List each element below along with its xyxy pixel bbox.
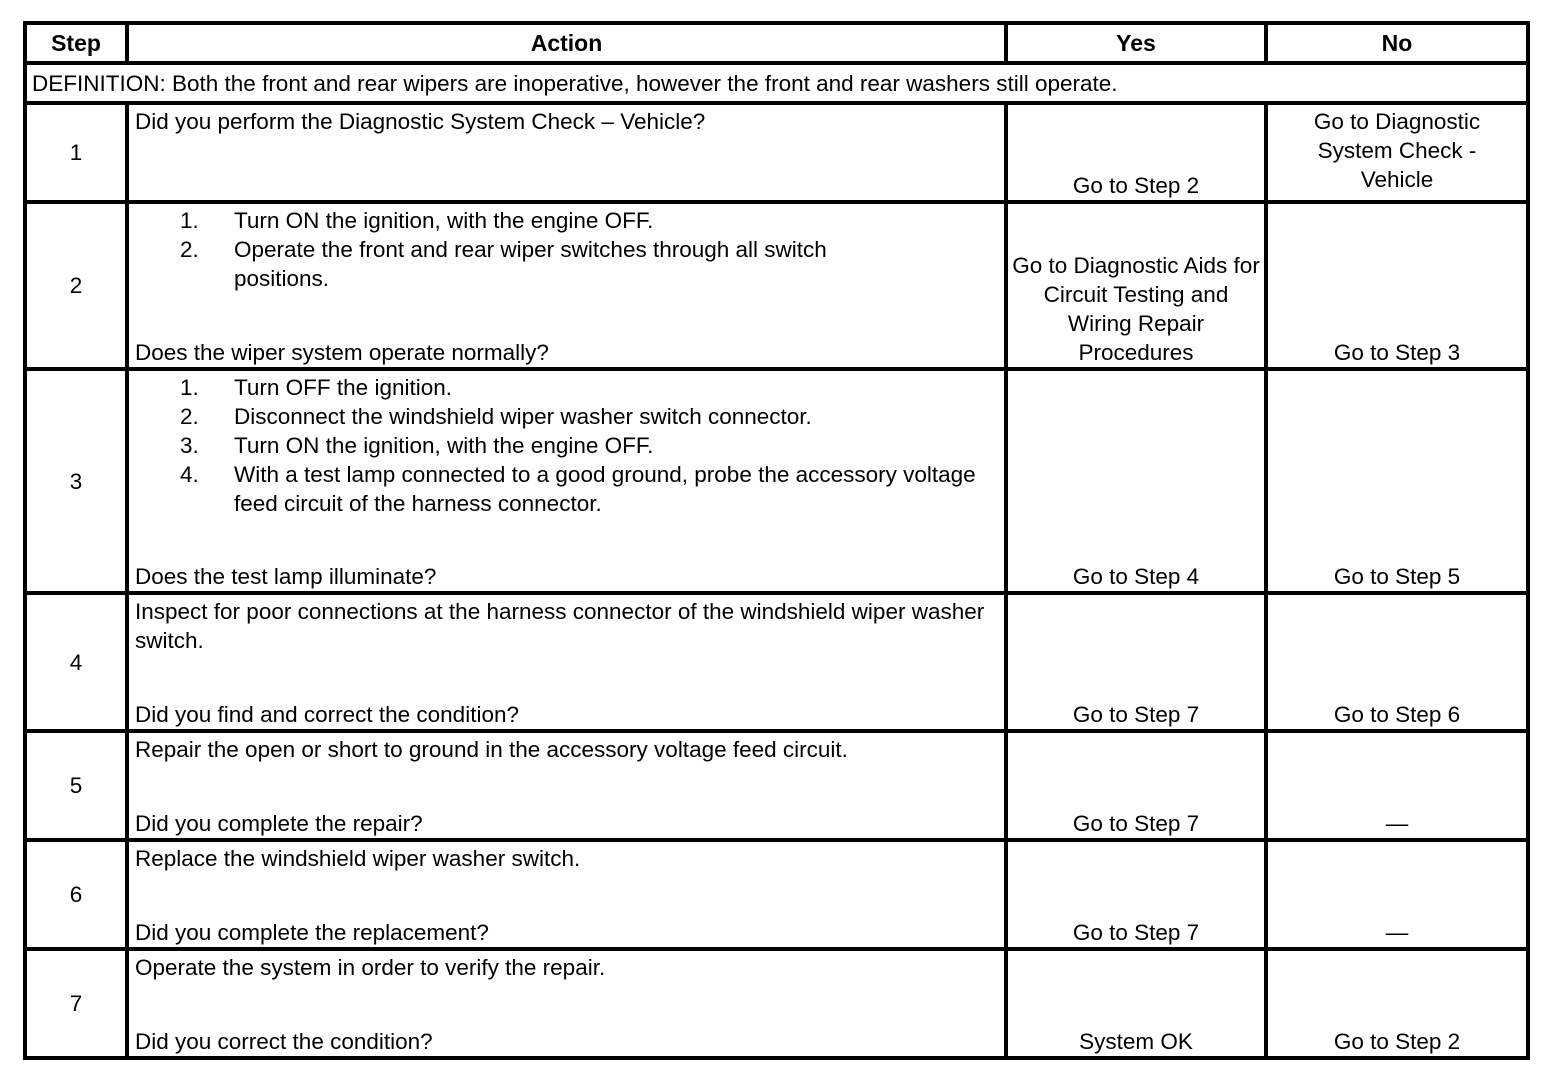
step-number: 2 (25, 202, 127, 369)
action-cell (127, 949, 1006, 1058)
no-cell: — (1266, 731, 1528, 840)
action-text: Replace the windshield wiper washer switch. (135, 846, 581, 871)
no-cell: — (1266, 840, 1528, 949)
action-cell (127, 840, 1006, 949)
list-item: 2. Operate the front and rear wiper switches through all switch positions. (180, 237, 827, 291)
header-yes: Yes (1006, 23, 1266, 63)
no-text: Go to Diagnostic System Check - Vehicle (1313, 109, 1481, 192)
yes-cell: Go to Step 7 (1006, 840, 1266, 949)
header-step: Step (25, 23, 127, 63)
list-item: 1. Turn OFF the ignition. (180, 375, 453, 400)
list-item: 4. With a test lamp connected to a good ground, probe the accessory voltage feed circuit of the harness connector. (180, 462, 976, 516)
action-text: Inspect for poor connections at the harness connector of the windshield wiper washer switch. (135, 599, 985, 653)
question-text: Did you complete the repair? (135, 811, 423, 836)
yes-cell (1006, 202, 1266, 369)
action-cell (127, 103, 1006, 202)
table-row (25, 202, 1528, 369)
yes-cell: Go to Step 2 (1006, 103, 1266, 202)
table-row (25, 840, 1528, 949)
definition-text: DEFINITION: Both the front and rear wipers are inoperative, however the front and rear washers still operate. (25, 63, 1528, 103)
instruction-list (135, 206, 998, 293)
action-text: Did you perform the Diagnostic System Check – Vehicle? (135, 109, 706, 134)
table-row (25, 949, 1528, 1058)
table-row (25, 369, 1528, 593)
step-number: 7 (25, 949, 127, 1058)
no-cell: Go to Step 3 (1266, 202, 1528, 369)
table-row (25, 731, 1528, 840)
question-text: Did you find and correct the condition? (135, 702, 519, 727)
no-cell: Go to Step 6 (1266, 593, 1528, 731)
list-item: 2. Disconnect the windshield wiper washer switch connector. (180, 404, 812, 429)
yes-cell: Go to Step 7 (1006, 593, 1266, 731)
no-cell: Go to Step 5 (1266, 369, 1528, 593)
yes-text: Go to Diagnostic Aids for Circuit Testing and Wiring Repair Procedures (1012, 253, 1260, 365)
header-no: No (1266, 23, 1528, 63)
step-number: 6 (25, 840, 127, 949)
action-text: Operate the system in order to verify the repair. (135, 955, 606, 980)
step-number: 3 (25, 369, 127, 593)
step-number: 5 (25, 731, 127, 840)
yes-cell: Go to Step 7 (1006, 731, 1266, 840)
action-cell (127, 593, 1006, 731)
yes-cell: Go to Step 4 (1006, 369, 1266, 593)
question-text: Does the wiper system operate normally? (135, 340, 549, 365)
question-text: Did you complete the replacement? (135, 920, 489, 945)
list-item: 1. Turn ON the ignition, with the engine OFF. (180, 208, 654, 233)
table-row (25, 103, 1528, 202)
no-cell (1266, 103, 1528, 202)
table-row (25, 593, 1528, 731)
action-text: Repair the open or short to ground in the accessory voltage feed circuit. (135, 737, 848, 762)
header-action: Action (127, 23, 1006, 63)
header-row (25, 23, 1528, 63)
instruction-list (135, 373, 998, 518)
diagnostic-table (23, 21, 1530, 1060)
definition-row (25, 63, 1528, 103)
yes-cell: System OK (1006, 949, 1266, 1058)
action-cell (127, 202, 1006, 369)
question-text: Does the test lamp illuminate? (135, 564, 437, 589)
list-item: 3. Turn ON the ignition, with the engine OFF. (180, 433, 654, 458)
action-cell (127, 369, 1006, 593)
no-cell: Go to Step 2 (1266, 949, 1528, 1058)
step-number: 1 (25, 103, 127, 202)
action-cell (127, 731, 1006, 840)
question-text: Did you correct the condition? (135, 1029, 433, 1054)
step-number: 4 (25, 593, 127, 731)
